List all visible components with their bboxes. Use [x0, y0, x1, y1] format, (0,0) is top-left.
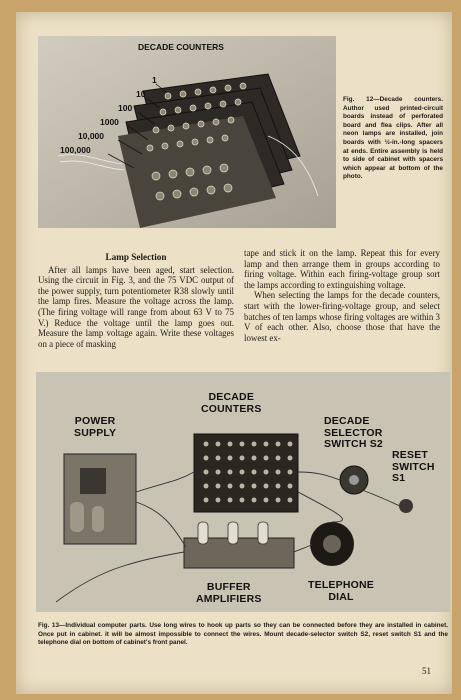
computer-parts-photo: [36, 372, 450, 612]
text-column-left: [38, 252, 234, 349]
figure-13-caption: Fig. 13—Individual computer parts. Use long wires to hook up parts so they can be connected before they are installed in cabinet. Once put in cabinet. it will be almost impossible to connect the wires. Mount decade-selector switch S2, reset switch S1 and the telephone dial on bottom of cabinet's front panel.: [38, 622, 448, 647]
label-100000: 100,000: [60, 145, 91, 155]
label-telephone-dial: TELEPHONE DIAL: [308, 579, 374, 603]
label-reset-switch: RESET SWITCH S1: [392, 449, 435, 484]
decade-counters-photo: [38, 36, 336, 228]
paragraph: When selecting the lamps for the decade counters, start with the lower-firing-voltage group, and select batches of ten lamps whose firing voltages are within 3 V of each other. Also, choose those that have the lowest ex-: [244, 290, 440, 343]
label-10000: 10,000: [78, 131, 104, 141]
label-decade-counters: DECADE COUNTERS: [201, 391, 262, 415]
page-number: 51: [422, 666, 431, 676]
label-buffer-amplifiers: BUFFER AMPLIFIERS: [196, 581, 262, 605]
label-1: 1: [152, 75, 157, 85]
label-1000: 1000: [100, 117, 119, 127]
section-heading: Lamp Selection: [105, 252, 167, 262]
label-power-supply: POWER SUPPLY: [74, 415, 117, 439]
paragraph: After all lamps have been aged, start selection. Using the circuit in Fig. 3, and the 75 VDC output of the power supply, turn potentiometer R38 slowly until the lamp fires. Measure the voltage across the lamp. (The firing voltage will range from about 63 V to 75 V.) Reduce the voltage until the lamp goes out. Measure the lamp voltage again. Write these voltages on a piece of masking: [38, 264, 234, 349]
label-decade-selector: DECADE SELECTOR SWITCH S2: [324, 415, 383, 450]
figure-12-caption: Fig. 12—Decade counters. Author used printed-circuit boards instead of perforated board and flea clips. After all neon lamps are installed, join boards with ½-in.-long spacers at ends. Entire assembly is held to side of cabinet with spacers which appear at bottom of the photo.: [343, 96, 443, 181]
text-column-right: [244, 248, 440, 343]
magazine-page: [16, 12, 452, 694]
label-10: 10: [136, 89, 146, 99]
decade-counters-title: DECADE COUNTERS: [138, 42, 224, 52]
label-100: 100: [118, 103, 133, 113]
paragraph: tape and stick it on the lamp. Repeat this for every lamp and then arrange them in groups according to firing voltage. Within each firing-voltage group sort the lamps according to extinguishing voltage.: [244, 248, 440, 290]
